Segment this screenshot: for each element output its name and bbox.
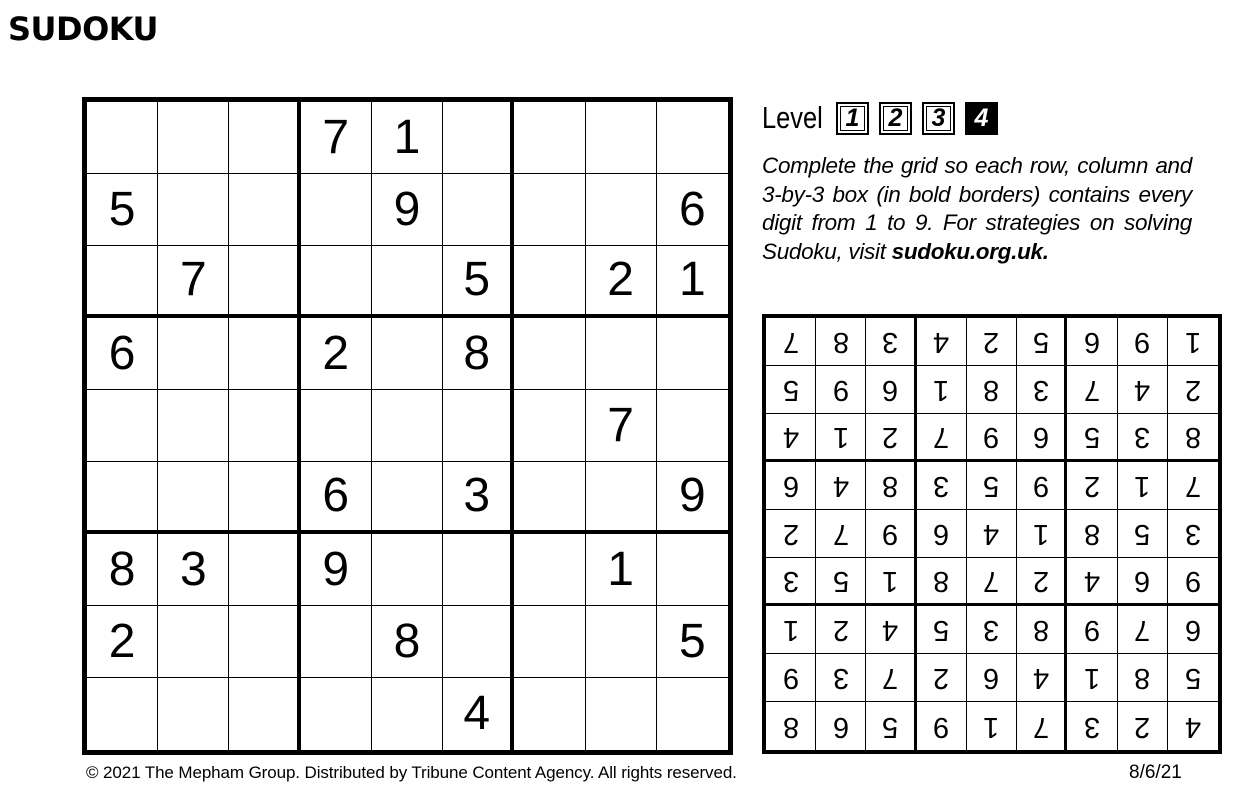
solution-cell [816, 702, 866, 750]
solution-cell [1067, 702, 1117, 750]
solution-digit: 4 [1083, 565, 1100, 597]
solution-digit: 8 [832, 326, 849, 358]
puzzle-cell [229, 102, 300, 174]
level-option-4-selected: 4 [965, 102, 998, 135]
puzzle-cell: 1 [657, 246, 728, 318]
solution-cell [866, 654, 916, 702]
puzzle-cell [229, 390, 300, 462]
solution-cell [1168, 702, 1218, 750]
solution-digit: 1 [1032, 518, 1049, 550]
solution-cell [917, 606, 967, 654]
solution-cell [1118, 366, 1168, 414]
solution-cell [766, 318, 816, 366]
puzzle-cell [87, 678, 158, 750]
puzzle-cell: 5 [657, 606, 728, 678]
solution-cell [866, 462, 916, 510]
solution-cell [1168, 558, 1218, 606]
solution-digit: 2 [881, 421, 899, 453]
solution-digit: 2 [933, 662, 950, 694]
copyright-notice: © 2021 The Mepham Group. Distributed by Tribune Content Agency. All rights reserved. [86, 763, 737, 782]
solution-digit: 1 [782, 614, 799, 646]
level-option-3: 3 [922, 102, 955, 135]
solution-digit: 7 [1134, 614, 1151, 646]
solution-cell [766, 558, 816, 606]
solution-digit: 2 [832, 614, 849, 646]
solution-digit: 5 [881, 710, 899, 743]
solution-digit: 3 [1032, 374, 1049, 406]
solution-cell [1017, 654, 1067, 702]
solution-digit: 8 [1134, 662, 1151, 694]
solution-digit: 4 [881, 614, 899, 646]
solution-digit: 9 [933, 710, 950, 743]
solution-digit: 8 [782, 710, 799, 743]
solution-digit: 7 [983, 565, 1000, 597]
solution-cell [1067, 558, 1117, 606]
solution-cell [967, 318, 1017, 366]
solution-cell [816, 510, 866, 558]
puzzle-cell [87, 390, 158, 462]
puzzle-cell: 9 [657, 462, 728, 534]
puzzle-cell [229, 318, 300, 390]
solution-digit: 4 [983, 518, 1000, 550]
solution-digit: 4 [832, 470, 849, 502]
solution-digit: 3 [832, 662, 849, 694]
solution-cell [1168, 414, 1218, 462]
puzzle-cell [229, 606, 300, 678]
solution-cell [1017, 606, 1067, 654]
solution-cell [866, 510, 916, 558]
solution-cell [1067, 654, 1117, 702]
solution-cell [866, 318, 916, 366]
puzzle-cell [514, 246, 585, 318]
solution-cell [1067, 462, 1117, 510]
puzzle-cell: 6 [657, 174, 728, 246]
solution-digit: 4 [1032, 662, 1049, 694]
solution-digit: 8 [881, 470, 899, 502]
solution-cell [1017, 414, 1067, 462]
solution-digit: 9 [1083, 614, 1100, 646]
solution-cell [766, 606, 816, 654]
puzzle-cell [657, 534, 728, 606]
puzzle-cell [229, 534, 300, 606]
solution-cell [967, 606, 1017, 654]
puzzle-cell [586, 462, 657, 534]
puzzle-cell [87, 462, 158, 534]
solution-cell [766, 462, 816, 510]
solution-cell [866, 558, 916, 606]
puzzle-cell: 3 [443, 462, 514, 534]
solution-digit: 3 [1134, 421, 1151, 453]
solution-cell [917, 702, 967, 750]
solution-digit: 1 [1083, 662, 1100, 694]
solution-cell [967, 366, 1017, 414]
puzzle-cell [158, 462, 229, 534]
solution-cell [967, 462, 1017, 510]
puzzle-cell [443, 390, 514, 462]
solution-cell [816, 654, 866, 702]
solution-digit: 9 [782, 662, 799, 694]
puzzle-cell: 7 [301, 102, 372, 174]
puzzle-cell [87, 102, 158, 174]
puzzle-cell: 4 [443, 678, 514, 750]
puzzle-cell [229, 246, 300, 318]
solution-digit: 4 [933, 326, 950, 358]
solution-digit: 3 [983, 614, 1000, 646]
solution-digit: 7 [1184, 470, 1201, 502]
instructions-body: Complete the grid so each row, column and 3-by-3 box (in bold borders) contains every digit from 1 to 9. For strategies on solving Sudoku, visit [762, 153, 1192, 264]
solution-digit: 1 [881, 565, 899, 597]
solution-cell [917, 366, 967, 414]
solution-cell [816, 462, 866, 510]
puzzle-cell [514, 606, 585, 678]
puzzle-cell [372, 534, 443, 606]
solution-digit: 8 [1083, 518, 1100, 550]
solution-digit: 2 [983, 326, 1000, 358]
solution-cell [1017, 318, 1067, 366]
solution-cell [1017, 702, 1067, 750]
solution-cell [766, 654, 816, 702]
puzzle-cell: 7 [158, 246, 229, 318]
solution-digit: 6 [782, 470, 799, 502]
puzzle-cell [514, 174, 585, 246]
instructions-text [762, 152, 1192, 266]
puzzle-cell [158, 174, 229, 246]
puzzle-cell [586, 606, 657, 678]
solution-cell [816, 606, 866, 654]
puzzle-cell: 3 [158, 534, 229, 606]
solution-digit: 7 [1032, 710, 1049, 743]
solution-cell [866, 702, 916, 750]
solution-cell [967, 414, 1017, 462]
puzzle-cell [514, 678, 585, 750]
solution-cell [1067, 414, 1117, 462]
solution-digit: 6 [832, 710, 849, 743]
solution-cell [1168, 366, 1218, 414]
puzzle-cell: 1 [372, 102, 443, 174]
puzzle-cell [158, 102, 229, 174]
level-option-2: 2 [879, 102, 912, 135]
solution-digit: 6 [1184, 614, 1201, 646]
solution-digit: 5 [1032, 326, 1049, 358]
solution-cell [816, 318, 866, 366]
solution-cell [1118, 654, 1168, 702]
solution-digit: 5 [933, 614, 950, 646]
solution-cell [1118, 558, 1168, 606]
puzzle-cell [229, 462, 300, 534]
solution-digit: 3 [933, 470, 950, 502]
puzzle-cell [372, 390, 443, 462]
solution-cell [1017, 366, 1067, 414]
sudoku-puzzle-grid [82, 97, 733, 755]
solution-digit: 1 [1184, 326, 1201, 358]
solution-cell [766, 510, 816, 558]
puzzle-cell [443, 606, 514, 678]
level-indicator [762, 98, 998, 138]
solution-digit: 7 [782, 326, 799, 358]
puzzle-cell: 8 [443, 318, 514, 390]
puzzle-cell [372, 462, 443, 534]
solution-cell [1067, 318, 1117, 366]
puzzle-cell [657, 318, 728, 390]
solution-digit: 6 [983, 662, 1000, 694]
puzzle-cell: 7 [586, 390, 657, 462]
instructions-link: sudoku.org.uk. [891, 238, 1049, 264]
solution-digit: 2 [1032, 565, 1049, 597]
solution-digit: 8 [1032, 614, 1049, 646]
solution-cell [1017, 510, 1067, 558]
puzzle-cell [514, 534, 585, 606]
puzzle-cell [158, 606, 229, 678]
puzzle-cell: 9 [372, 174, 443, 246]
puzzle-cell [443, 174, 514, 246]
puzzle-cell: 6 [87, 318, 158, 390]
solution-digit: 9 [1134, 326, 1151, 358]
solution-cell [1067, 366, 1117, 414]
puzzle-cell [586, 174, 657, 246]
solution-cell [1168, 510, 1218, 558]
solution-cell [766, 414, 816, 462]
level-label: Level [762, 100, 823, 135]
solution-cell [1017, 462, 1067, 510]
solution-digit: 4 [1184, 710, 1201, 743]
puzzle-cell [87, 246, 158, 318]
solution-cell [1067, 606, 1117, 654]
solution-digit: 7 [933, 421, 950, 453]
solution-digit: 3 [881, 326, 899, 358]
solution-cell [967, 702, 1017, 750]
solution-cell [1168, 606, 1218, 654]
solution-cell [866, 366, 916, 414]
page-title: SUDOKU [8, 10, 159, 48]
puzzle-cell [301, 246, 372, 318]
puzzle-cell [586, 678, 657, 750]
solution-cell [917, 414, 967, 462]
puzzle-cell: 5 [443, 246, 514, 318]
puzzle-cell [657, 678, 728, 750]
solution-digit: 5 [782, 374, 799, 406]
solution-cell [866, 606, 916, 654]
solution-digit: 6 [1032, 421, 1049, 453]
puzzle-cell [657, 390, 728, 462]
puzzle-cell: 2 [301, 318, 372, 390]
solution-digit: 9 [1032, 470, 1049, 502]
puzzle-cell [657, 102, 728, 174]
solution-digit: 5 [1134, 518, 1151, 550]
solution-digit: 2 [1083, 470, 1100, 502]
puzzle-cell [301, 606, 372, 678]
puzzle-cell: 1 [586, 534, 657, 606]
puzzle-cell [372, 678, 443, 750]
solution-digit: 6 [933, 518, 950, 550]
puzzle-cell: 8 [87, 534, 158, 606]
solution-digit: 9 [983, 421, 1000, 453]
solution-digit: 1 [983, 710, 1000, 743]
puzzle-cell [301, 174, 372, 246]
solution-cell [917, 654, 967, 702]
solution-cell [1118, 702, 1168, 750]
solution-digit: 7 [881, 662, 899, 694]
solution-cell [1118, 510, 1168, 558]
puzzle-cell [158, 318, 229, 390]
puzzle-cell [372, 318, 443, 390]
solution-digit: 1 [832, 421, 849, 453]
solution-digit: 1 [1134, 470, 1151, 502]
puzzle-cell [514, 102, 585, 174]
solution-digit: 9 [1184, 565, 1201, 597]
puzzle-cell: 8 [372, 606, 443, 678]
solution-digit: 9 [832, 374, 849, 406]
solution-cell [766, 366, 816, 414]
puzzle-cell: 2 [87, 606, 158, 678]
solution-cell [917, 462, 967, 510]
solution-digit: 3 [1184, 518, 1201, 550]
puzzle-cell [586, 102, 657, 174]
publication-date: 8/6/21 [1129, 762, 1182, 783]
solution-cell [967, 510, 1017, 558]
solution-cell [1067, 510, 1117, 558]
puzzle-cell [514, 462, 585, 534]
solution-digit: 5 [1083, 421, 1100, 453]
solution-digit: 2 [1134, 710, 1151, 743]
solution-cell [1118, 318, 1168, 366]
solution-digit: 8 [1184, 421, 1201, 453]
puzzle-cell [301, 678, 372, 750]
solution-cell [967, 654, 1017, 702]
puzzle-cell [514, 318, 585, 390]
puzzle-cell [443, 534, 514, 606]
solution-digit: 5 [1184, 662, 1201, 694]
solution-digit: 9 [881, 518, 899, 550]
solution-cell [816, 558, 866, 606]
solution-cell [1168, 462, 1218, 510]
solution-cell [816, 366, 866, 414]
solution-cell [1118, 414, 1168, 462]
solution-digit: 7 [1083, 374, 1100, 406]
solution-digit: 5 [832, 565, 849, 597]
puzzle-cell: 5 [87, 174, 158, 246]
solution-cell [1017, 558, 1067, 606]
puzzle-cell: 6 [301, 462, 372, 534]
solution-digit: 6 [881, 374, 899, 406]
solution-digit: 3 [1083, 710, 1100, 743]
solution-cell [1118, 606, 1168, 654]
solution-digit: 8 [933, 565, 950, 597]
solution-cell [917, 510, 967, 558]
puzzle-cell [372, 246, 443, 318]
solution-digit: 2 [782, 518, 799, 550]
puzzle-cell [443, 102, 514, 174]
solution-cell [967, 558, 1017, 606]
solution-cell [766, 702, 816, 750]
solution-cell [917, 318, 967, 366]
solution-digit: 2 [1184, 374, 1201, 406]
solution-cell [866, 414, 916, 462]
puzzle-cell [158, 678, 229, 750]
solution-digit: 1 [933, 374, 950, 406]
solution-digit: 4 [782, 421, 799, 453]
solution-digit: 6 [1083, 326, 1100, 358]
solution-grid-upside-down [762, 314, 1222, 754]
solution-digit: 4 [1134, 374, 1151, 406]
puzzle-cell [229, 174, 300, 246]
level-option-1: 1 [836, 102, 869, 135]
puzzle-cell [301, 390, 372, 462]
solution-cell [1168, 654, 1218, 702]
solution-digit: 8 [983, 374, 1000, 406]
solution-digit: 5 [983, 470, 1000, 502]
puzzle-cell [229, 678, 300, 750]
puzzle-cell [158, 390, 229, 462]
solution-digit: 3 [782, 565, 799, 597]
solution-digit: 7 [832, 518, 849, 550]
puzzle-cell [586, 318, 657, 390]
solution-cell [1168, 318, 1218, 366]
puzzle-cell: 9 [301, 534, 372, 606]
solution-cell [917, 558, 967, 606]
puzzle-cell: 2 [586, 246, 657, 318]
puzzle-cell [514, 390, 585, 462]
solution-digit: 6 [1134, 565, 1151, 597]
solution-cell [1118, 462, 1168, 510]
solution-cell [816, 414, 866, 462]
